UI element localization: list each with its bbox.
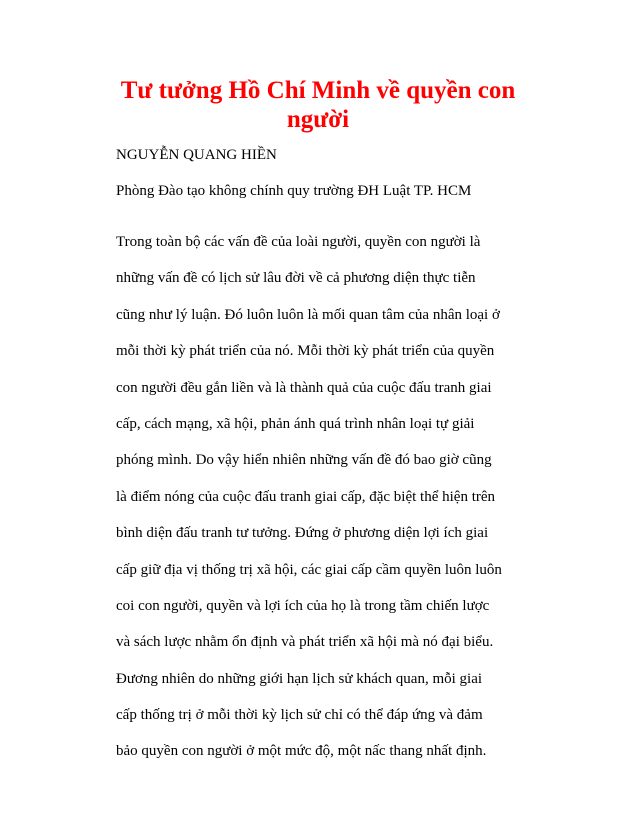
body-line: là điểm nóng của cuộc đấu tranh giai cấp, đặc biệt thể hiện trên <box>116 488 496 505</box>
body-paragraph <box>116 224 536 770</box>
body-line: coi con người, quyền và lợi ích của họ là trong tầm chiến lược <box>116 597 490 614</box>
body-line: cấp thống trị ở mỗi thời kỳ lịch sử chỉ có thể đáp ứng và đảm <box>116 707 483 724</box>
body-line: bảo quyền con người ở một mức độ, một nấc thang nhất định. <box>116 743 487 760</box>
body-line: Đương nhiên do những giới hạn lịch sử khách quan, mỗi giai <box>116 670 483 687</box>
body-line: phóng mình. Do vậy hiển nhiên những vấn đề đó bao giờ cũng <box>116 452 492 469</box>
body-line: những vấn đề có lịch sử lâu đời về cả phương diện thực tiễn <box>116 270 476 287</box>
body-line: Trong toàn bộ các vấn đề của loài người, quyền con người là <box>116 234 481 250</box>
body-line: cấp giữ địa vị thống trị xã hội, các giai cấp cầm quyền luôn luôn <box>116 561 502 578</box>
body-line: bình diện đấu tranh tư tưởng. Đứng ở phương diện lợi ích giai <box>116 525 489 542</box>
document-title: Tư tưởng Hồ Chí Minh về quyền con người <box>120 77 516 133</box>
body-line: con người đều gắn liền và là thành quả của cuộc đấu tranh giai <box>116 379 492 396</box>
body-line: cấp, cách mạng, xã hội, phản ánh quá trình nhân loại tự giải <box>116 415 475 432</box>
body-line: cũng như lý luận. Đó luôn luôn là mối quan tâm của nhân loại ở <box>116 306 500 323</box>
author-name: NGUYỄN QUANG HIỀN <box>116 147 277 163</box>
body-line: và sách lược nhằm ổn định và phát triển xã hội mà nó đại biểu. <box>116 634 494 651</box>
body-line: mỗi thời kỳ phát triển của nó. Mỗi thời kỳ phát triển của quyền <box>116 343 495 360</box>
author-affiliation: Phòng Đào tạo không chính quy trường ĐH Luật TP. HCM <box>116 183 472 199</box>
